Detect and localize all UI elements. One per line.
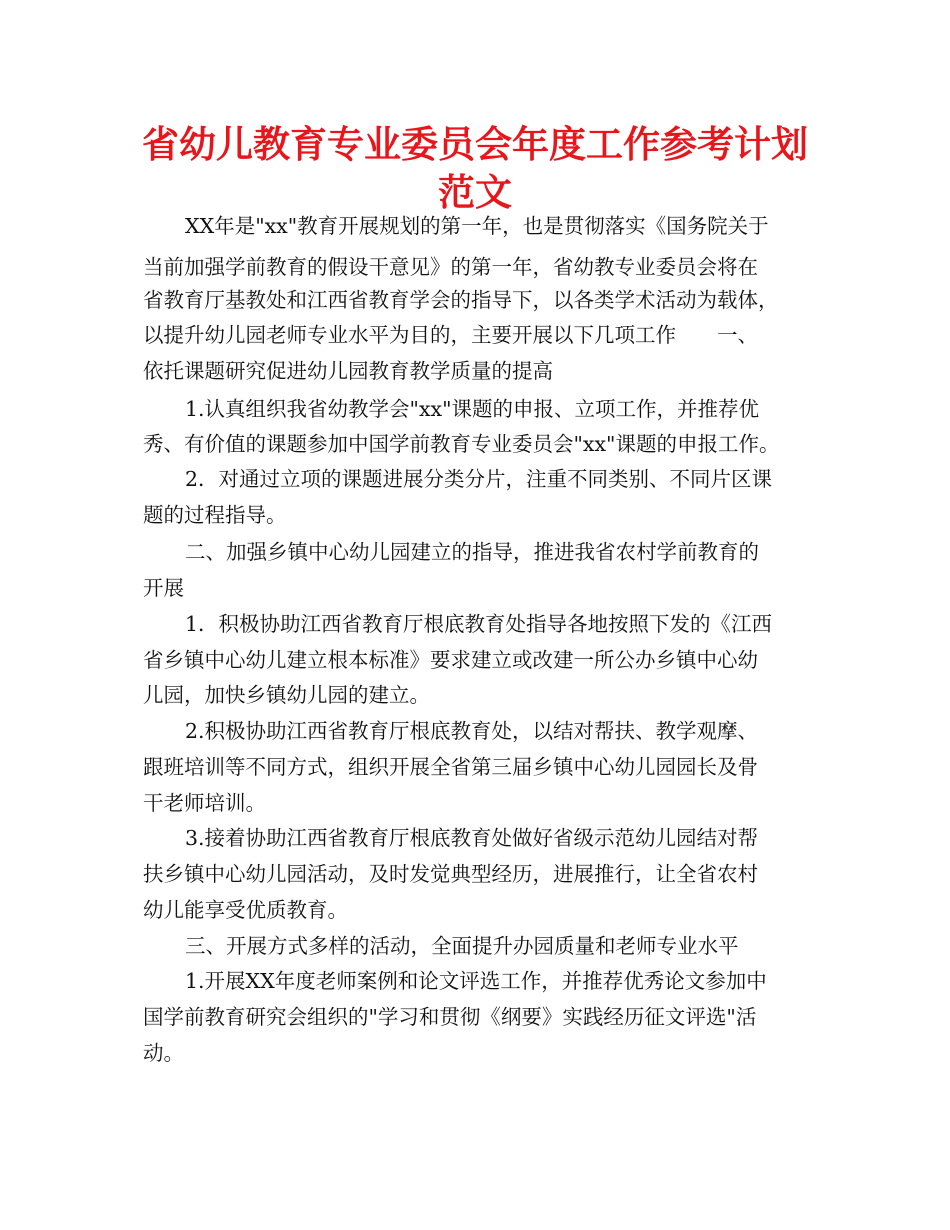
text-line: XX年是"xx"教育开展规划的第一年，也是贯彻落实《国务院关于 bbox=[185, 214, 769, 238]
text-line: 省乡镇中心幼儿建立根本标准》要求建立或改建一所公办乡镇中心幼 bbox=[143, 648, 758, 672]
text-line: 3.接着协助江西省教育厅根底教育处做好省级示范幼儿园结对帮 bbox=[185, 826, 759, 850]
text-line: 跟班培训等不同方式，组织开展全省第三届乡镇中心幼儿园园长及骨 bbox=[143, 755, 758, 779]
text-line: 干老师培训。 bbox=[143, 791, 266, 815]
text-line: 动。 bbox=[143, 1041, 184, 1065]
text-line: 1.认真组织我省幼教学会"xx"课题的申报、立项工作，并推荐优 bbox=[185, 397, 760, 421]
text-line: 三、开展方式多样的活动，全面提升办园质量和老师专业水平 bbox=[185, 934, 739, 958]
document-title-line-2: 范文 bbox=[438, 171, 512, 214]
text-line: 2．对通过立项的课题进展分类分片，注重不同类别、不同片区课 bbox=[185, 467, 773, 491]
text-line: 1．积极协助江西省教育厅根底教育处指导各地按照下发的《江西 bbox=[185, 612, 773, 636]
text-line: 2.积极协助江西省教育厅根底教育处，以结对帮扶、教学观摩、 bbox=[185, 719, 759, 743]
text-line: 依托课题研究促进幼儿园教育教学质量的提高 bbox=[143, 359, 553, 383]
text-line: 1.开展XX年度老师案例和论文评选工作，并推荐优秀论文参加中 bbox=[185, 969, 767, 993]
text-line: 二、加强乡镇中心幼儿园建立的指导，推进我省农村学前教育的 bbox=[185, 540, 759, 564]
text-line: 国学前教育研究会组织的"学习和贯彻《纲要》实践经历征文评选"活 bbox=[143, 1005, 757, 1029]
text-line: 开展 bbox=[143, 576, 184, 600]
text-line: 省教育厅基教处和江西省教育学会的指导下，以各类学术活动为载体， bbox=[143, 288, 779, 312]
document-title-line-1: 省幼儿教育专业委员会年度工作参考计划 bbox=[142, 123, 808, 166]
text-line: 当前加强学前教育的假设干意见》的第一年，省幼教专业委员会将在 bbox=[143, 255, 758, 279]
text-line: 儿园，加快乡镇幼儿园的建立。 bbox=[143, 683, 430, 707]
text-line: 幼儿能享受优质教育。 bbox=[143, 898, 348, 922]
text-line: 以提升幼儿园老师专业水平为目的，主要开展以下几项工作 一、 bbox=[143, 323, 758, 347]
text-line: 题的过程指导。 bbox=[143, 503, 287, 527]
text-line: 秀、有价值的课题参加中国学前教育专业委员会"xx"课题的申报工作。 bbox=[143, 432, 780, 456]
text-line: 扶乡镇中心幼儿园活动，及时发觉典型经历，进展推行，让全省农村 bbox=[143, 862, 758, 886]
